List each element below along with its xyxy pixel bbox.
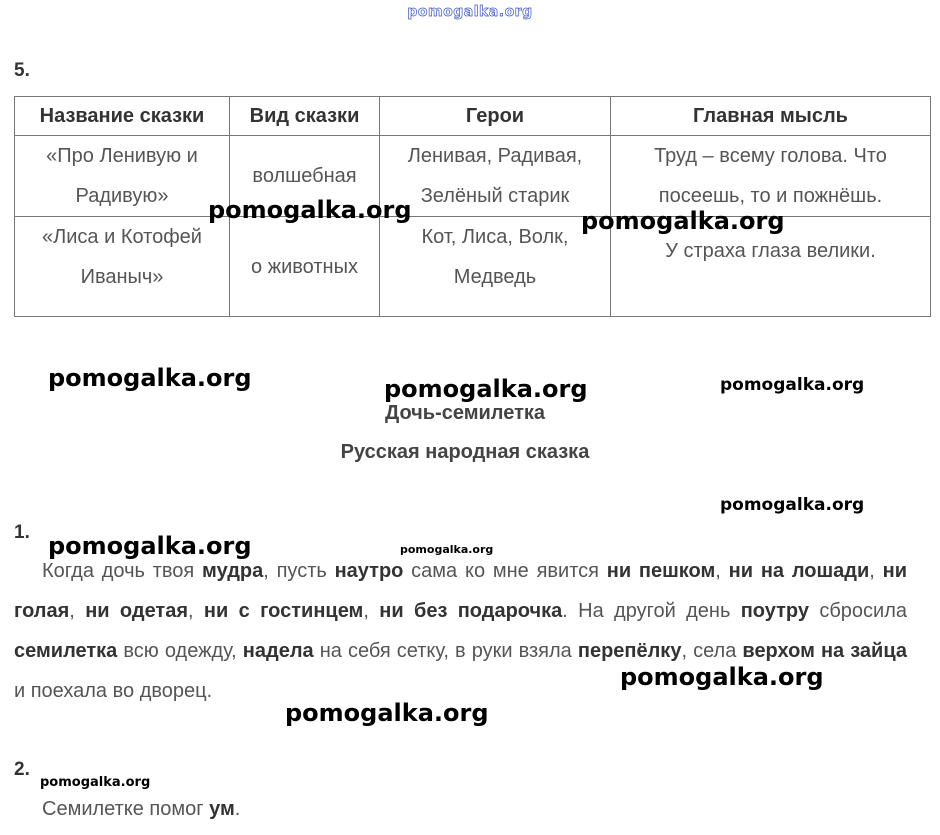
cell-idea: Труд – всему голова. Что посеешь, то и пожнёшь. xyxy=(611,136,931,217)
answer-keyword: ни голая xyxy=(14,560,907,622)
watermark: pomogalka.org xyxy=(400,543,494,556)
cell-name: «Лиса и Котофей Иваныч» xyxy=(15,217,230,317)
site-logo: pomogalka.org xyxy=(407,4,533,20)
answer-text: на себя сетку, в руки взяла xyxy=(313,640,578,662)
header-idea: Главная мысль xyxy=(611,97,931,136)
watermark: pomogalka.org xyxy=(620,663,824,691)
answer-keyword: поутру xyxy=(740,600,809,622)
answer-keyword: ни без подарочка xyxy=(379,600,563,622)
story-subtitle: Русская народная сказка xyxy=(340,441,590,463)
watermark: pomogalka.org xyxy=(720,375,865,395)
answer-text: всю одежду, xyxy=(117,640,243,662)
answer-text: , xyxy=(869,560,883,582)
header-heroes: Герои xyxy=(380,97,611,136)
watermark: pomogalka.org xyxy=(48,532,252,560)
answer-text: Когда дочь твоя xyxy=(42,560,203,582)
table-row xyxy=(15,136,931,217)
answer-keyword: семилетка xyxy=(14,640,118,662)
answer-text: , xyxy=(715,560,729,582)
watermark: pomogalka.org xyxy=(40,775,151,790)
header-name: Название сказки xyxy=(15,97,230,136)
task-number-2: 2. xyxy=(14,759,30,780)
watermark: pomogalka.org xyxy=(285,699,489,727)
cell-type: волшебная xyxy=(230,136,380,217)
cell-name: «Про Ленивую и Радивую» xyxy=(15,136,230,217)
answer-keyword: ни одетая xyxy=(85,600,189,622)
fairy-tale-table xyxy=(14,96,931,317)
answer-keyword: ни пешком xyxy=(606,560,716,582)
answer-text: и поехала во дворец. xyxy=(14,680,213,702)
watermark: pomogalka.org xyxy=(384,375,588,403)
answer-text: , пусть xyxy=(263,560,335,582)
watermark: pomogalka.org xyxy=(720,495,865,515)
answer-keyword: верхом на зайца xyxy=(742,640,907,662)
answer-text: сбросила xyxy=(809,600,908,622)
answer-text: . На другой день xyxy=(562,600,741,622)
cell-heroes: Ленивая, Радивая, Зелёный старик xyxy=(380,136,611,217)
header-type: Вид сказки xyxy=(230,97,380,136)
answer-text: , села xyxy=(681,640,743,662)
cell-heroes: Кот, Лиса, Волк, Медведь xyxy=(380,217,611,317)
table-row xyxy=(15,217,931,317)
task-number-5: 5. xyxy=(14,60,30,81)
answer-keyword: ни с гостинцем xyxy=(203,600,364,622)
answer-text: , xyxy=(188,600,204,622)
answer-keyword: наутро xyxy=(334,560,404,582)
answer-text: сама ко мне явится xyxy=(403,560,607,582)
watermark: pomogalka.org xyxy=(581,207,785,235)
table-header-row xyxy=(15,97,931,136)
watermark: pomogalka.org xyxy=(208,196,412,224)
answer-keyword: ни на лошади xyxy=(728,560,870,582)
answer-text: Семилетке помог xyxy=(42,798,210,820)
cell-type: о животных xyxy=(230,217,380,317)
cell-idea: У страха глаза велики. xyxy=(611,217,931,317)
answer-text: , xyxy=(363,600,380,622)
answer-keyword: мудра xyxy=(202,560,264,582)
answer-text: , xyxy=(69,600,86,622)
answer-keyword: перепёлку xyxy=(577,640,682,662)
answer-2-paragraph xyxy=(14,789,907,829)
watermark: pomogalka.org xyxy=(48,364,252,392)
task-number-1: 1. xyxy=(14,522,30,543)
answer-text: . xyxy=(234,798,241,820)
story-title: Дочь-семилетка xyxy=(384,402,546,424)
answer-keyword: ум xyxy=(209,798,235,820)
answer-keyword: надела xyxy=(242,640,314,662)
